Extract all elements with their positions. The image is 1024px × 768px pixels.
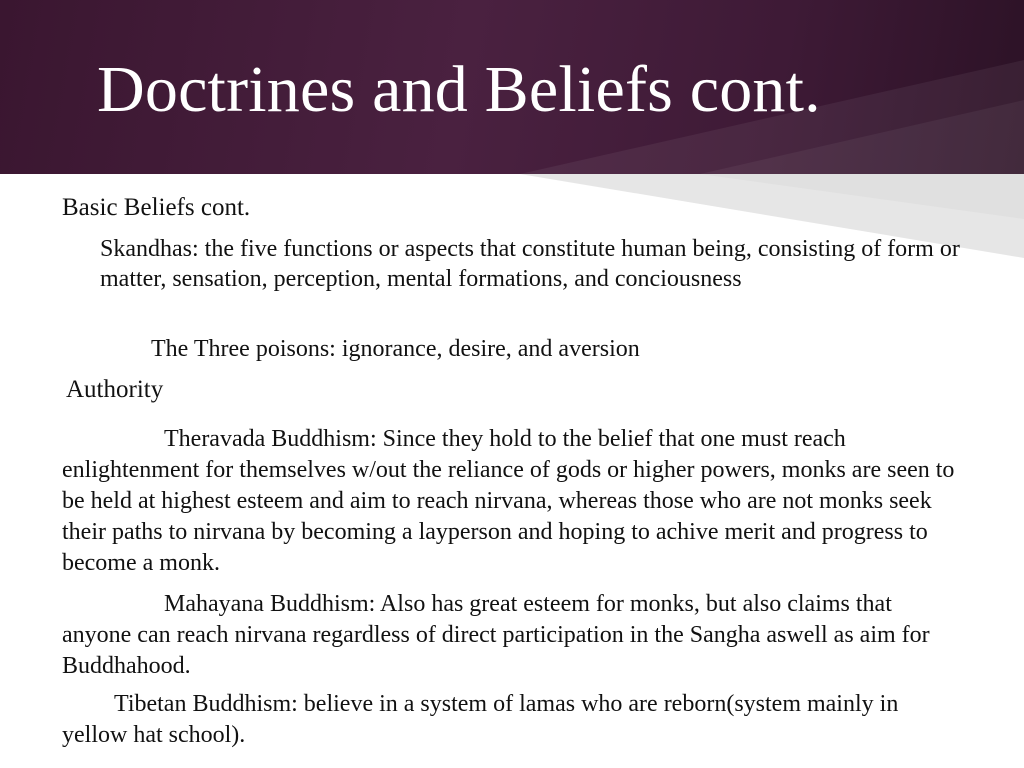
heading-authority: Authority bbox=[66, 376, 164, 403]
heading-basic-beliefs: Basic Beliefs cont. bbox=[62, 194, 251, 221]
tibetan-text: Tibetan Buddhism: believe in a system of lamas who are reborn(system mainly in yellow hat school). bbox=[62, 691, 899, 748]
tibetan-paragraph bbox=[62, 689, 962, 751]
mahayana-paragraph bbox=[62, 589, 962, 682]
skandhas-text: Skandhas: the five functions or aspects that constitute human being, consisting of form or matter, sensation, perception, mental formations, and conciousness bbox=[100, 236, 960, 292]
theravada-text: Theravada Buddhism: Since they hold to the belief that one must reach enlightenment for themselves w/out the reliance of gods or higher powers, monks are seen to be held at highest esteem and aim to reach nirvana, whereas those who are not monks seek their paths to nirvana by becoming a layperson and hoping to achive merit and progress to become a monk. bbox=[62, 426, 955, 576]
slide-title: Doctrines and Beliefs cont. bbox=[97, 53, 821, 126]
three-poisons-text: The Three poisons: ignorance, desire, and aversion bbox=[151, 336, 640, 362]
theravada-paragraph bbox=[62, 424, 962, 579]
mahayana-text: Mahayana Buddhism: Also has great esteem for monks, but also claims that anyone can reach nirvana regardless of direct participation in the Sangha aswell as aim for Buddhahood. bbox=[62, 591, 930, 679]
